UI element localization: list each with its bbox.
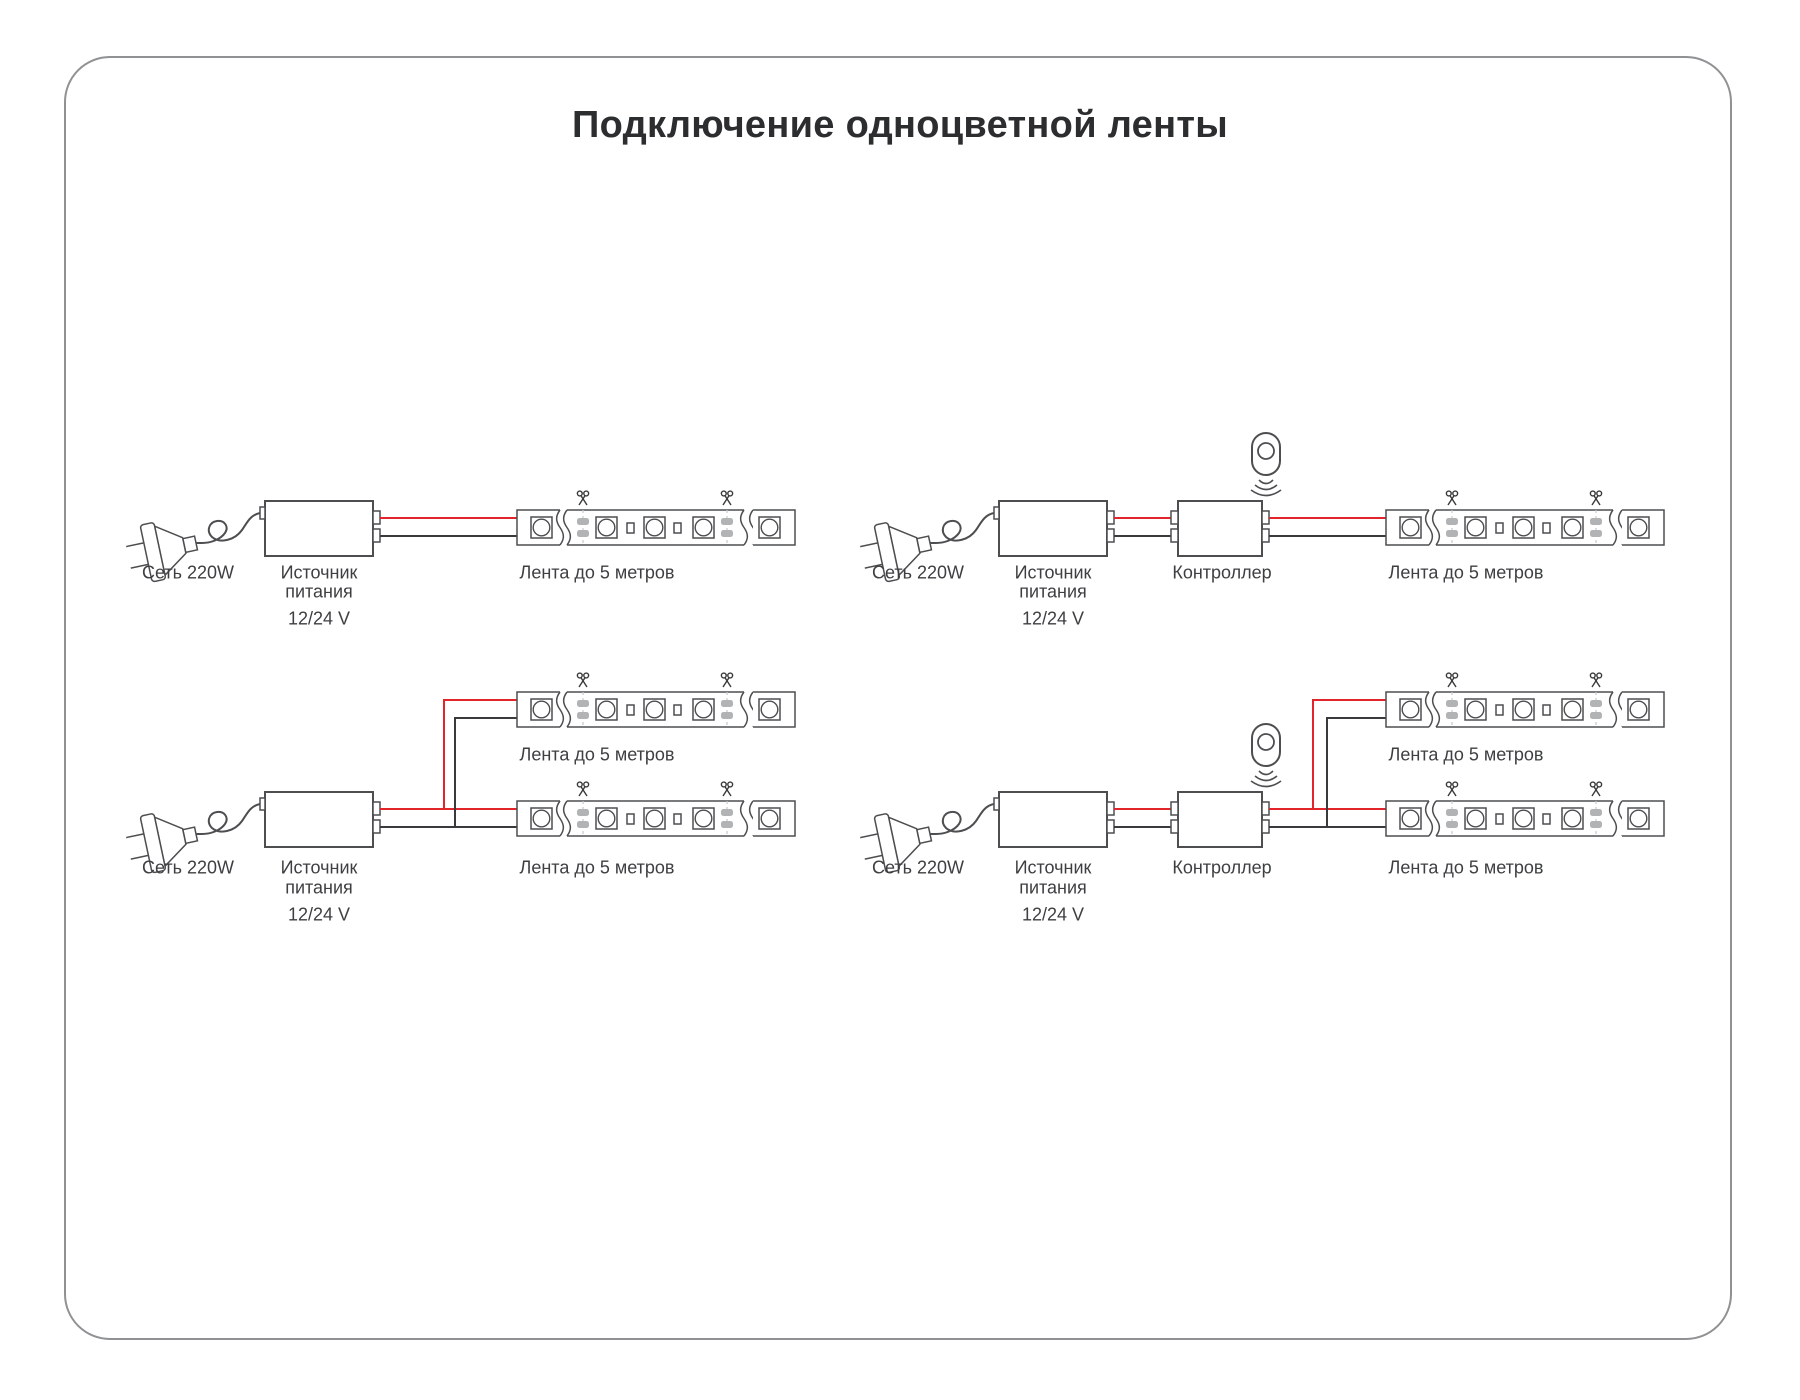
psu-label-line1: Источник (1014, 857, 1092, 878)
psu-label-line2: питания (285, 581, 353, 602)
led-strip (517, 673, 795, 727)
mains-label: Сеть 220W (141, 857, 235, 878)
wire-black (380, 718, 517, 827)
psu-label-line1: Источник (1014, 562, 1092, 583)
strip-label: Лента до 5 метров (1388, 744, 1544, 765)
power-supply-box (260, 501, 380, 556)
wire-black (1269, 718, 1386, 827)
mains-label: Сеть 220W (871, 857, 965, 878)
controller-box (1171, 501, 1269, 556)
psu-label-line1: Источник (280, 857, 358, 878)
led-strip (1386, 673, 1664, 727)
led-strip (1386, 491, 1664, 545)
psu-voltage-label: 12/24 V (287, 904, 351, 925)
controller-label: Контроллер (1172, 562, 1272, 583)
strip-label: Лента до 5 метров (519, 562, 675, 583)
led-strip (517, 782, 795, 836)
strip-label: Лента до 5 метров (519, 744, 675, 765)
wire-red (380, 700, 517, 809)
psu-voltage-label: 12/24 V (1021, 904, 1085, 925)
psu-voltage-label: 12/24 V (287, 608, 351, 629)
mains-label: Сеть 220W (871, 562, 965, 583)
page-title: Подключение одноцветной ленты (572, 104, 1228, 146)
led-strip (517, 491, 795, 545)
wireless-remote-icon (1251, 724, 1281, 787)
led-strip (1386, 782, 1664, 836)
diagram-controller-two-strips (856, 673, 1664, 877)
psu-voltage-label: 12/24 V (1021, 608, 1085, 629)
wireless-remote-icon (1251, 433, 1281, 496)
controller-label: Контроллер (1172, 857, 1272, 878)
mains-label: Сеть 220W (141, 562, 235, 583)
strip-label: Лента до 5 метров (1388, 857, 1544, 878)
strip-label: Лента до 5 метров (519, 857, 675, 878)
psu-label-line1: Источник (280, 562, 358, 583)
psu-label-line2: питания (1019, 581, 1087, 602)
psu-label-line2: питания (1019, 877, 1087, 898)
strip-label: Лента до 5 метров (1388, 562, 1544, 583)
power-supply-box (260, 792, 380, 847)
power-supply-box (994, 792, 1114, 847)
diagram-psu-two-strips (122, 673, 795, 877)
psu-label-line2: питания (285, 877, 353, 898)
power-supply-box (994, 501, 1114, 556)
controller-box (1171, 792, 1269, 847)
